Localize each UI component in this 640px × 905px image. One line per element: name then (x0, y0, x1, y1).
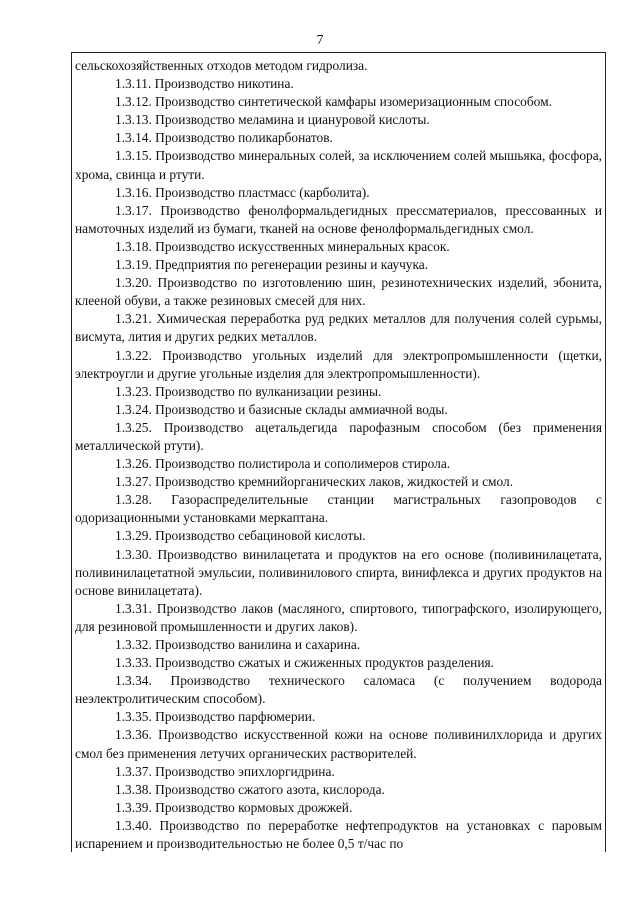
paragraph-1-3-21: 1.3.21. Химическая переработка руд редких металлов для получения солей сурьмы, висмута, лития и других редких металлов. (75, 311, 602, 345)
paragraph-1-3-29: 1.3.29. Производство себациновой кислоты. (115, 528, 366, 544)
paragraph-1-3-12: 1.3.12. Производство синтетической камфары изомеризационным способом. (115, 94, 552, 110)
paragraph-1-3-18: 1.3.18. Производство искусственных минеральных красок. (115, 238, 450, 254)
paragraph-1-3-35: 1.3.35. Производство парфюмерии. (115, 709, 316, 725)
paragraph-1-3-33: 1.3.33. Производство сжатых и сжиженных продуктов разделения. (115, 655, 495, 671)
paragraph-1-3-26: 1.3.26. Производство полистирола и сополимеров стирола. (115, 456, 451, 472)
paragraph-1-3-39: 1.3.39. Производство кормовых дрожжей. (115, 799, 353, 815)
paragraph-1-3-30: 1.3.30. Производство винилацетата и продуктов на его основе (поливинилацетата, поливинилацетатной эмульсии, поливинилового спирта, винифлекса и других продуктов на основе винилацетата). (75, 546, 602, 598)
paragraph-1-3-28: 1.3.28. Газораспределительные станции магистральных газопроводов с одоризационными установками меркаптана. (75, 492, 602, 526)
paragraph-1-3-32: 1.3.32. Производство ванилина и сахарина. (115, 637, 361, 652)
paragraph-1-3-17: 1.3.17. Производство фенолформальдегидных прессматериалов, прессованных и намоточных изделий из бумаги, тканей на основе фенолформальдегидных смол. (75, 202, 602, 236)
page-number: 7 (316, 33, 324, 48)
paragraph-1-3-20: 1.3.20. Производство по изготовлению шин, резинотехнических изделий, эбонита, клееной обуви, а также резиновых смесей для них. (75, 275, 602, 309)
paragraph-1-3-34: 1.3.34. Производство технического саломаса (с получением водорода неэлектролитическим способом). (75, 673, 602, 707)
paragraph-1-3-22: 1.3.22. Производство угольных изделий для электропромышленности (щетки, электроугли и другие угольные изделия для электропромышленности). (75, 347, 602, 381)
paragraph-1-3-25: 1.3.25. Производство ацетальдегида парофазным способом (без применения металлической ртути). (75, 419, 602, 453)
document-body (71, 52, 606, 852)
paragraph-1-3-24: 1.3.24. Производство и базисные склады аммиачной воды. (115, 401, 448, 417)
paragraph-1-3-38: 1.3.38. Производство сжатого азота, кислорода. (115, 781, 385, 797)
paragraph-1-3-27: 1.3.27. Производство кремнийорганических лаков, жидкостей и смол. (115, 474, 514, 490)
paragraph-1-3-14: 1.3.14. Производство поликарбонатов. (115, 130, 333, 146)
paragraph-continuation: сельскохозяйственных отходов методом гидролиза. (75, 58, 368, 73)
paragraph-1-3-19: 1.3.19. Предприятия по регенерации резины и каучука. (115, 257, 429, 273)
paragraph-1-3-37: 1.3.37. Производство эпихлоргидрина. (115, 763, 335, 779)
paragraph-1-3-11: 1.3.11. Производство никотина. (115, 76, 294, 92)
paragraph-1-3-36: 1.3.36. Производство искусственной кожи на основе поливинилхлорида и других смол без применения летучих органических растворителей. (75, 727, 602, 761)
paragraph-1-3-31: 1.3.31. Производство лаков (масляного, спиртового, типографского, изолирующего, для резиновой промышленности и других лаков). (75, 600, 602, 634)
paragraph-1-3-15: 1.3.15. Производство минеральных солей, за исключением солей мышьяка, фосфора, хрома, свинца и ртути. (75, 148, 602, 182)
paragraph-1-3-13: 1.3.13. Производство меламина и циануровой кислоты. (115, 112, 430, 128)
paragraph-1-3-16: 1.3.16. Производство пластмасс (карболита). (115, 184, 370, 200)
paragraph-1-3-40: 1.3.40. Производство по переработке нефтепродуктов на установках с паровым испарением и производительностью не более 0,5 т/час по (75, 817, 602, 852)
paragraph-1-3-23: 1.3.23. Производство по вулканизации резины. (115, 383, 382, 399)
